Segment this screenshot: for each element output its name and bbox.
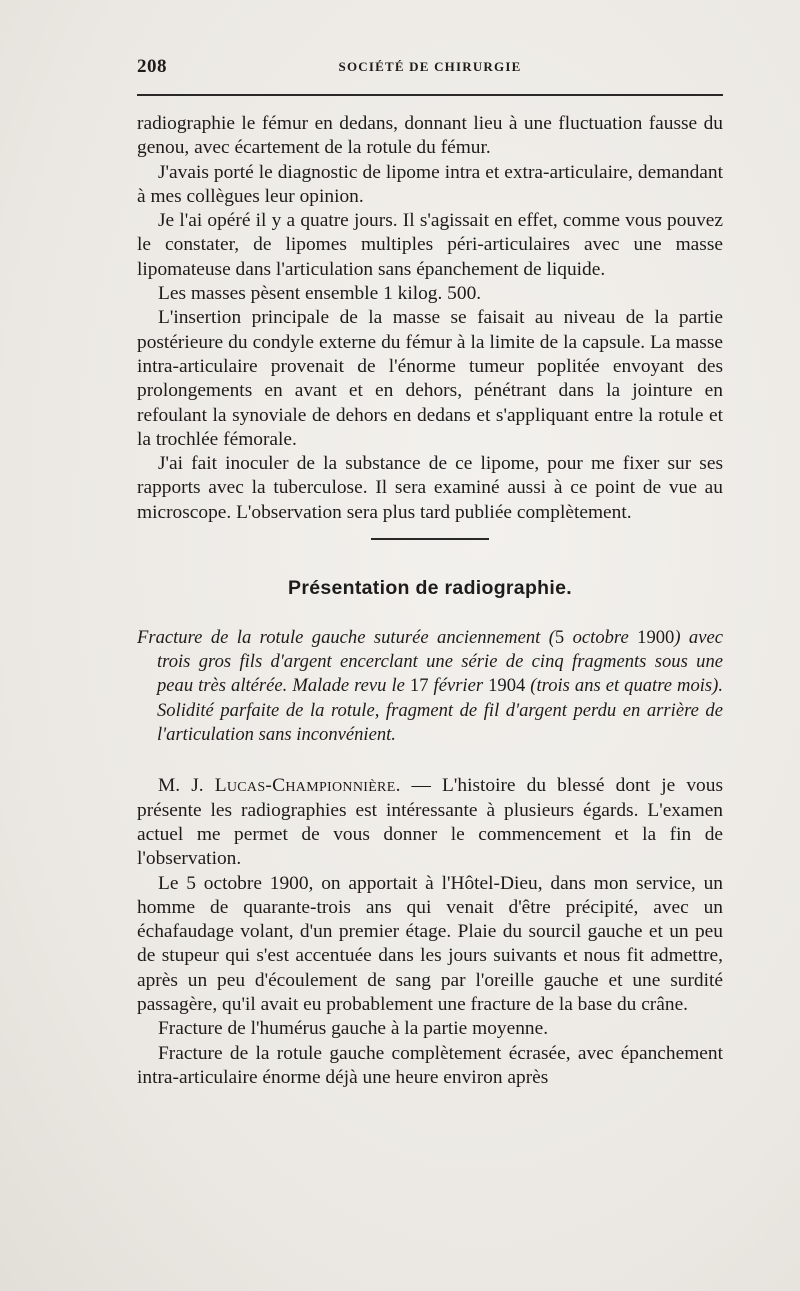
case-abstract <box>137 626 723 747</box>
paragraph-text: L'histoire du blessé dont je vous présente les radiographies est intéressante à plusieurs égards. L'examen actuel me permet de vous donner le commencement et la fin de l'observation. <box>137 775 723 870</box>
abstract-date: 17 <box>409 675 429 697</box>
page-number: 208 <box>137 56 167 77</box>
abstract-year: 1900 <box>637 626 675 648</box>
paragraph: Je l'ai opéré il y a quatre jours. Il s'agissait en effet, comme vous pouvez le constater, de lipomes multiples péri-articulaires avec une masse lipomateuse dans l'articulation sans épanchement de liquide. <box>137 210 723 280</box>
paragraph: radiographie le fémur en dedans, donnant lieu à une fluctuation fausse du genou, avec écartement de la rotule du fémur. <box>137 113 723 159</box>
abstract-text: octobre <box>564 626 638 648</box>
abstract-date: 5 <box>554 626 565 648</box>
speaker-initials: M. J. <box>158 775 215 797</box>
paragraph: J'ai fait inoculer de la substance de ce lipome, pour me fixer sur ses rapports avec la tuberculose. Il sera examiné aussi à ce point de vue au microscope. L'observation sera plus tard publiée complètement. <box>137 453 723 523</box>
body-text <box>137 112 723 1090</box>
speaker-name: Lucas-Championnière <box>214 775 396 797</box>
paragraph: Fracture de l'humérus gauche à la partie moyenne. <box>158 1018 549 1040</box>
paragraph: Les masses pèsent ensemble 1 kilog. 500. <box>158 283 482 305</box>
paragraph-speaker <box>137 774 723 871</box>
header-rule <box>137 94 723 96</box>
abstract-text: février <box>428 675 489 697</box>
abstract-text: Fracture de la rotule gauche suturée anciennement ( <box>137 626 555 648</box>
abstract-text: (trois ans et quatre mois). Solidité parfaite de la rotule, fragment de fil d'argent perdu en arrière de l'articulation sans inconvénient. <box>157 675 723 746</box>
speaker-dash: . — <box>395 775 443 797</box>
paragraph: L'insertion principale de la masse se faisait au niveau de la partie postérieure du condyle externe du fémur à la limite de la capsule. La masse intra-articulaire provenait de l'énorme tumeur poplitée envoyant des prolongements en avant et en dehors, pénétrant dans la jointure en refoulant la synoviale de dehors en dedans et s'appliquant entre la rotule et la trochlée fémorale. <box>137 307 723 450</box>
section-title: Présentation de radiographie. <box>288 576 572 599</box>
paragraph: Fracture de la rotule gauche complètement écrasée, avec épanchement intra-articulaire énorme déjà une heure environ après <box>137 1042 723 1088</box>
abstract-year: 1904 <box>488 675 526 697</box>
paragraph: J'avais porté le diagnostic de lipome intra et extra-articulaire, demandant à mes collègues leur opinion. <box>137 161 723 207</box>
page-header <box>137 56 723 84</box>
running-head: SOCIÉTÉ DE CHIRURGIE <box>338 59 522 74</box>
spacer <box>137 747 723 774</box>
paragraph: Le 5 octobre 1900, on apportait à l'Hôtel-Dieu, dans mon service, un homme de quarante-trois ans qui venait d'être précipité, avec un échafaudage volant, d'un premier étage. Plaie du sourcil gauche et un peu de stupeur qui s'est accentuée dans les jours suivants et nous fit admettre, après un peu d'écoulement de sang par l'oreille gauche et une surdité passagère, qu'il avait eu probablement une fracture de la base du crâne. <box>137 872 723 1015</box>
abstract-text: ) avec trois gros fils d'argent encerclant une série de cinq fragments sous une peau très altérée. Malade revu le <box>157 626 723 697</box>
section-separator <box>371 538 489 540</box>
